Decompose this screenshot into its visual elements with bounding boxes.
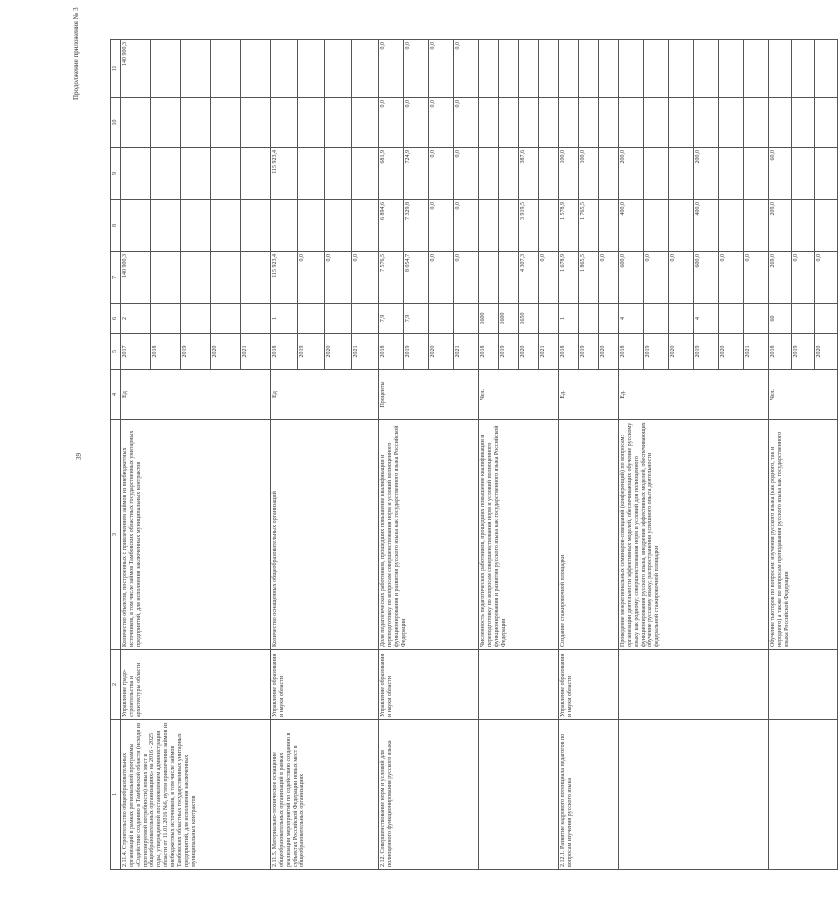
extrabudget-cell — [351, 40, 378, 98]
table-row — [558, 40, 578, 870]
total-cell: 0,0 — [643, 252, 668, 304]
col-header: 8 — [111, 200, 121, 252]
executor-cell — [618, 650, 768, 720]
table-row — [478, 40, 498, 870]
col-header: 10 — [111, 98, 121, 148]
federal-budget-cell: 1 578,9 — [558, 200, 578, 252]
unit-cell: Чел. — [768, 370, 837, 420]
federal-budget-cell — [743, 200, 768, 252]
extrabudget-cell — [210, 40, 240, 98]
regional-budget-cell — [718, 148, 743, 200]
regional-budget-cell — [324, 148, 351, 200]
extrabudget-cell — [270, 40, 297, 98]
regional-budget-cell — [210, 148, 240, 200]
year-cell: 2021 — [240, 334, 270, 370]
indicator-value-cell — [453, 304, 478, 334]
year-cell: 2019 — [297, 334, 324, 370]
total-cell — [240, 252, 270, 304]
local-budget-cell — [324, 98, 351, 148]
year-cell: 2019 — [693, 334, 718, 370]
total-cell: 1 865,5 — [578, 252, 598, 304]
indicator-value-cell: 7,9 — [403, 304, 428, 334]
total-cell: 0,0 — [428, 252, 453, 304]
local-budget-cell: 0,0 — [453, 98, 478, 148]
indicator-value-cell: 4 — [618, 304, 643, 334]
federal-budget-cell — [210, 200, 240, 252]
extrabudget-cell: 0,0 — [403, 40, 428, 98]
extrabudget-cell — [297, 40, 324, 98]
local-budget-cell — [518, 98, 538, 148]
local-budget-cell — [180, 98, 210, 148]
extrabudget-cell — [743, 40, 768, 98]
indicator-value-cell: 60 — [768, 304, 791, 334]
local-budget-cell — [498, 98, 518, 148]
year-cell: 2020 — [210, 334, 240, 370]
federal-budget-cell — [598, 200, 618, 252]
local-budget-cell — [814, 98, 837, 148]
measure-name-cell: 2.11.5. Материально-техническое оснащение общеобразовательных организаций в рамках реализации мероприятий по содействию созданию в субъектах Российской Федерации новых мест в общеобразовательных организациях — [270, 720, 378, 870]
year-cell: 2020 — [814, 334, 837, 370]
regional-budget-cell — [180, 148, 210, 200]
federal-budget-cell — [791, 200, 814, 252]
regional-budget-cell: 100,0 — [578, 148, 598, 200]
extrabudget-cell — [558, 40, 578, 98]
indicator-value-cell — [428, 304, 453, 334]
indicator-value-cell — [814, 304, 837, 334]
regional-budget-cell — [150, 148, 180, 200]
indicator-value-cell — [240, 304, 270, 334]
total-cell: 0,0 — [453, 252, 478, 304]
local-budget-cell: 0,0 — [428, 98, 453, 148]
total-cell — [498, 252, 518, 304]
extrabudget-cell — [693, 40, 718, 98]
year-cell: 2021 — [538, 334, 558, 370]
table-row — [618, 40, 643, 870]
federal-budget-cell: 0,0 — [428, 200, 453, 252]
year-cell: 2018 — [768, 334, 791, 370]
total-cell: 600,0 — [693, 252, 718, 304]
year-cell: 2020 — [718, 334, 743, 370]
indicator-value-cell: 2 — [120, 304, 150, 334]
extrabudget-cell — [324, 40, 351, 98]
year-cell: 2021 — [743, 334, 768, 370]
regional-budget-cell: 200,0 — [618, 148, 643, 200]
extrabudget-cell — [240, 40, 270, 98]
local-budget-cell — [478, 98, 498, 148]
indicator-cell: Количество оснащенных общеобразовательных организаций — [270, 420, 378, 650]
table-row — [768, 40, 791, 870]
year-cell: 2019 — [578, 334, 598, 370]
extrabudget-cell — [538, 40, 558, 98]
total-cell: 0,0 — [668, 252, 693, 304]
total-cell: 0,0 — [791, 252, 814, 304]
year-cell: 2020 — [668, 334, 693, 370]
federal-budget-cell — [478, 200, 498, 252]
col-header: 2 — [111, 650, 121, 720]
federal-budget-cell — [498, 200, 518, 252]
year-cell: 2020 — [324, 334, 351, 370]
year-cell: 2018 — [478, 334, 498, 370]
col-header: 5 — [111, 334, 121, 370]
local-budget-cell — [558, 98, 578, 148]
total-cell: 0,0 — [743, 252, 768, 304]
regional-budget-cell — [297, 148, 324, 200]
indicator-cell: Создание стажировочной площадки — [558, 420, 618, 650]
year-cell: 2020 — [598, 334, 618, 370]
extrabudget-cell — [768, 40, 791, 98]
local-budget-cell — [643, 98, 668, 148]
executor-cell — [478, 650, 558, 720]
indicator-value-cell — [791, 304, 814, 334]
extrabudget-cell — [578, 40, 598, 98]
local-budget-cell — [791, 98, 814, 148]
federal-budget-cell: 1 765,5 — [578, 200, 598, 252]
total-cell: 115 923,4 — [270, 252, 297, 304]
indicator-value-cell: 1600 — [498, 304, 518, 334]
regional-budget-cell — [643, 148, 668, 200]
regional-budget-cell — [743, 148, 768, 200]
extrabudget-cell: 0,0 — [378, 40, 403, 98]
year-cell: 2017 — [120, 334, 150, 370]
executor-cell: Управление образования и науки области — [270, 650, 378, 720]
table-row — [270, 40, 297, 870]
federal-budget-cell: 400,0 — [618, 200, 643, 252]
year-cell: 2021 — [453, 334, 478, 370]
local-budget-cell — [210, 98, 240, 148]
local-budget-cell — [598, 98, 618, 148]
col-header: 9 — [111, 148, 121, 200]
executor-cell: Управление образования и науки области — [378, 650, 478, 720]
indicator-value-cell — [297, 304, 324, 334]
total-cell: 140 900,3 — [120, 252, 150, 304]
extrabudget-cell — [498, 40, 518, 98]
extrabudget-cell: 0,0 — [453, 40, 478, 98]
federal-budget-cell: 0,0 — [453, 200, 478, 252]
col-header: 11 — [111, 40, 121, 98]
local-budget-cell — [150, 98, 180, 148]
indicator-value-cell: 1650 — [518, 304, 538, 334]
regional-budget-cell — [791, 148, 814, 200]
local-budget-cell: 0,0 — [403, 98, 428, 148]
col-header: 1 — [111, 720, 121, 870]
total-cell: 0,0 — [718, 252, 743, 304]
total-cell: 269,0 — [768, 252, 791, 304]
total-cell — [478, 252, 498, 304]
regional-budget-cell — [120, 148, 150, 200]
regional-budget-cell — [538, 148, 558, 200]
regional-budget-cell — [598, 148, 618, 200]
indicator-value-cell — [578, 304, 598, 334]
federal-budget-cell: 400,0 — [693, 200, 718, 252]
regional-budget-cell: 0,0 — [453, 148, 478, 200]
local-budget-cell — [768, 98, 791, 148]
table-body — [120, 40, 837, 870]
local-budget-cell — [120, 98, 150, 148]
local-budget-cell — [743, 98, 768, 148]
total-cell — [150, 252, 180, 304]
table-row — [378, 40, 403, 870]
total-cell: 0,0 — [351, 252, 378, 304]
regional-budget-cell: 681,9 — [378, 148, 403, 200]
year-cell: 2018 — [558, 334, 578, 370]
total-cell: 0,0 — [538, 252, 558, 304]
extrabudget-cell — [478, 40, 498, 98]
total-cell — [210, 252, 240, 304]
federal-budget-cell — [270, 200, 297, 252]
local-budget-cell — [618, 98, 643, 148]
table-row — [120, 40, 150, 870]
indicator-value-cell — [324, 304, 351, 334]
regional-budget-cell: 387,6 — [518, 148, 538, 200]
indicator-value-cell: 7,9 — [378, 304, 403, 334]
regional-budget-cell — [814, 148, 837, 200]
indicator-value-cell — [150, 304, 180, 334]
total-cell: 0,0 — [297, 252, 324, 304]
appendix-continuation-note: Продолжение приложения № 3 — [72, 7, 80, 100]
indicator-value-cell — [643, 304, 668, 334]
unit-cell: Чел. — [478, 370, 558, 420]
measure-name-cell: 2.12.1. Развитие кадрового потенциала педагогов по вопросам изучения русского языка — [558, 720, 618, 870]
total-cell — [180, 252, 210, 304]
column-number-row — [111, 40, 121, 870]
unit-cell: Ед — [120, 370, 270, 420]
indicator-value-cell — [538, 304, 558, 334]
federal-budget-cell — [297, 200, 324, 252]
total-cell: 0,0 — [598, 252, 618, 304]
year-cell: 2018 — [270, 334, 297, 370]
regional-budget-cell — [668, 148, 693, 200]
regional-budget-cell — [351, 148, 378, 200]
federal-budget-cell — [643, 200, 668, 252]
year-cell: 2019 — [403, 334, 428, 370]
local-budget-cell — [668, 98, 693, 148]
total-cell: 8 054,7 — [403, 252, 428, 304]
measure-name-cell: 2.11.4. Строительство общеобразовательных организаций в рамках региональной программы «Содействие созданию в Тамбовской области (исходя из прогнозируемой потребности) новых мест в общеобразовательных организациях» на 2016 - 2025 годы, утвержденной постановлением администрации области от 11.01.2016 №6, путем привлечения займов из внебюджетных источников, в том числе займов Тамбовских областных государственных унитарных предприятий, для исполнения заключенных муниципальных контрактов — [120, 720, 270, 870]
year-cell: 2019 — [180, 334, 210, 370]
extrabudget-cell — [668, 40, 693, 98]
measure-name-cell — [478, 720, 558, 870]
regional-budget-cell: 724,9 — [403, 148, 428, 200]
local-budget-cell: 0,0 — [378, 98, 403, 148]
page-number: 39 — [75, 453, 83, 460]
indicator-cell: Численность педагогических работников, прошедших повышение квалификации и переподготовку по вопросам совершенствования норм и условий полноценного функционирования и развития русского языка как государственного языка Российской Федерации — [478, 420, 558, 650]
year-cell: 2019 — [498, 334, 518, 370]
federal-budget-cell — [180, 200, 210, 252]
measure-name-cell: 2.12. Совершенствование норм и условий для полноценного функционирования русского языка — [378, 720, 478, 870]
local-budget-cell — [351, 98, 378, 148]
extrabudget-cell — [598, 40, 618, 98]
regional-budget-cell: 100,0 — [558, 148, 578, 200]
indicator-value-cell: 4 — [693, 304, 718, 334]
total-cell: 7 576,5 — [378, 252, 403, 304]
measure-name-cell — [618, 720, 768, 870]
regional-budget-cell — [498, 148, 518, 200]
local-budget-cell — [240, 98, 270, 148]
total-cell: 4 307,3 — [518, 252, 538, 304]
regional-budget-cell: 200,0 — [693, 148, 718, 200]
measure-name-cell — [768, 720, 837, 870]
indicator-value-cell: 1600 — [478, 304, 498, 334]
federal-budget-cell — [351, 200, 378, 252]
executor-cell — [768, 650, 837, 720]
total-cell: 600,0 — [618, 252, 643, 304]
regional-budget-cell: 115 923,4 — [270, 148, 297, 200]
federal-budget-cell — [150, 200, 180, 252]
federal-budget-cell — [538, 200, 558, 252]
program-measures-table — [110, 39, 838, 870]
year-cell: 2020 — [518, 334, 538, 370]
extrabudget-cell — [618, 40, 643, 98]
year-cell: 2018 — [618, 334, 643, 370]
unit-cell: Ед. — [558, 370, 618, 420]
indicator-value-cell — [668, 304, 693, 334]
federal-budget-cell — [814, 200, 837, 252]
total-cell: 1 678,9 — [558, 252, 578, 304]
indicator-value-cell — [718, 304, 743, 334]
extrabudget-cell — [718, 40, 743, 98]
federal-budget-cell: 7 329,8 — [403, 200, 428, 252]
col-header: 4 — [111, 370, 121, 420]
federal-budget-cell: 209,0 — [768, 200, 791, 252]
col-header: 7 — [111, 252, 121, 304]
extrabudget-cell — [643, 40, 668, 98]
local-budget-cell — [718, 98, 743, 148]
regional-budget-cell: 60,0 — [768, 148, 791, 200]
local-budget-cell — [270, 98, 297, 148]
indicator-value-cell — [351, 304, 378, 334]
federal-budget-cell: 3 919,5 — [518, 200, 538, 252]
year-cell: 2019 — [791, 334, 814, 370]
total-cell: 0,0 — [324, 252, 351, 304]
extrabudget-cell: 0,0 — [428, 40, 453, 98]
extrabudget-cell — [518, 40, 538, 98]
regional-budget-cell: 0,0 — [428, 148, 453, 200]
local-budget-cell — [693, 98, 718, 148]
federal-budget-cell — [120, 200, 150, 252]
extrabudget-cell — [791, 40, 814, 98]
indicator-cell: Проведение межрегиональных семинаров-совещаний (конференций) по вопросам: организации деятельности эффективных моделей, обеспечивающих обучение русскому языку как родному; совершенствования норм и условий для полноценного функционирования русского языка, внедрения эффективных моделей, обеспечивающих обучение русскому языку; распространения успешного опыта деятельности федеральной стажировочной площадки — [618, 420, 768, 650]
col-header: 6 — [111, 304, 121, 334]
year-cell: 2021 — [351, 334, 378, 370]
col-header: 3 — [111, 420, 121, 650]
extrabudget-cell: 140 900,3 — [120, 40, 150, 98]
indicator-value-cell — [180, 304, 210, 334]
indicator-value-cell — [598, 304, 618, 334]
year-cell: 2018 — [378, 334, 403, 370]
extrabudget-cell — [180, 40, 210, 98]
federal-budget-cell — [240, 200, 270, 252]
unit-cell: Ед. — [618, 370, 768, 420]
local-budget-cell — [578, 98, 598, 148]
year-cell: 2020 — [428, 334, 453, 370]
extrabudget-cell — [150, 40, 180, 98]
local-budget-cell — [297, 98, 324, 148]
indicator-value-cell: 1 — [270, 304, 297, 334]
unit-cell: Ед — [270, 370, 378, 420]
regional-budget-cell — [240, 148, 270, 200]
total-cell: 0,0 — [814, 252, 837, 304]
local-budget-cell — [538, 98, 558, 148]
federal-budget-cell: 6 894,6 — [378, 200, 403, 252]
indicator-value-cell — [210, 304, 240, 334]
indicator-cell: Обучение тьюторов по вопросам: изучения русского языка (как родного, так и неродного) а также по вопросам преподавания русского языка как государственного языка Российской Федерации — [768, 420, 837, 650]
indicator-cell: Количество объектов, построенных с привлечением займов из внебюджетных источников, в том числе займов Тамбовских областных государственных унитарных предприятий, для исполнения заключенных муниципальных контрактов — [120, 420, 270, 650]
unit-cell: Проценты — [378, 370, 478, 420]
year-cell: 2018 — [150, 334, 180, 370]
executor-cell: Управление образования и науки области — [558, 650, 618, 720]
regional-budget-cell — [478, 148, 498, 200]
indicator-cell: Доля педагогических работников, прошедших повышение квалификации и переподготовку по вопросам совершенствования норм и условий полноценного функционирования и развития русского языка как государственного языка Российской Федерации — [378, 420, 478, 650]
year-cell: 2019 — [643, 334, 668, 370]
federal-budget-cell — [324, 200, 351, 252]
executor-cell: Управление градо-строительства и архитектуры области — [120, 650, 270, 720]
indicator-value-cell: 1 — [558, 304, 578, 334]
federal-budget-cell — [668, 200, 693, 252]
federal-budget-cell — [718, 200, 743, 252]
indicator-value-cell — [743, 304, 768, 334]
extrabudget-cell — [814, 40, 837, 98]
